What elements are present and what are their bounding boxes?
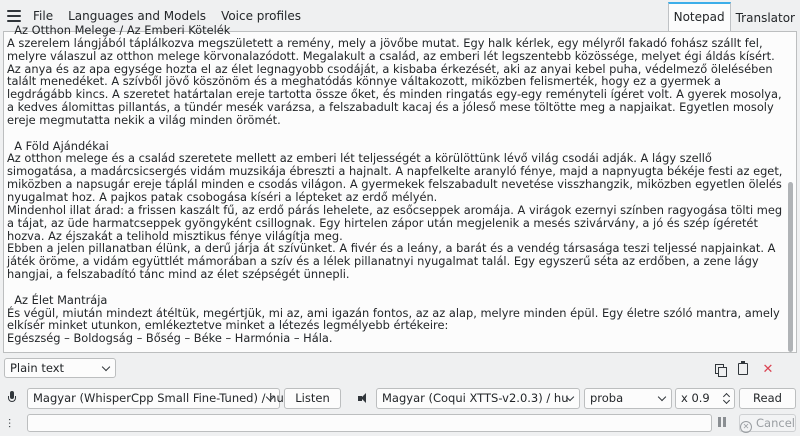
- paste-icon: [738, 363, 748, 375]
- copy-button[interactable]: [710, 359, 730, 379]
- stt-model-value: Magyar (WhisperCpp Small Fine-Tuned) / hu: [33, 391, 284, 405]
- speed-spinbox[interactable]: [675, 388, 735, 409]
- paste-button[interactable]: [733, 359, 753, 379]
- tts-model-value: Magyar (Coqui XTTS-v2.0.3) / hu: [382, 391, 569, 405]
- close-icon: ✕: [762, 361, 774, 377]
- tab-translator[interactable]: Translator: [735, 11, 795, 25]
- voice-profile-value: proba: [590, 391, 624, 405]
- pause-icon[interactable]: [717, 417, 727, 429]
- copy-icon: [715, 364, 725, 375]
- tts-model-select[interactable]: [376, 388, 580, 409]
- progress-bar: [27, 414, 712, 432]
- text-format-select[interactable]: [4, 358, 116, 378]
- menu-voice-profiles[interactable]: Voice profiles: [221, 9, 301, 23]
- cancel-icon: ✕: [740, 421, 752, 433]
- scrollbar-thumb[interactable]: [788, 182, 793, 352]
- vertical-scrollbar[interactable]: [784, 32, 796, 352]
- chevron-down-icon[interactable]: [723, 397, 730, 404]
- speed-value: x 0.9: [681, 391, 710, 405]
- chevron-down-icon: [102, 363, 110, 371]
- listen-button[interactable]: Listen: [284, 388, 341, 409]
- cancel-button[interactable]: [739, 414, 796, 432]
- menu-file[interactable]: File: [33, 9, 54, 23]
- menu-languages-and-models[interactable]: Languages and Models: [68, 9, 207, 23]
- text-format-value: Plain text: [10, 361, 65, 375]
- stt-model-select[interactable]: [27, 388, 284, 409]
- voice-profile-select[interactable]: [584, 388, 672, 409]
- microphone-icon: [8, 391, 16, 405]
- tab-notepad[interactable]: Notepad: [668, 2, 731, 32]
- cancel-label: Cancel: [756, 416, 795, 430]
- waveform-icon: ⫶: [8, 417, 12, 431]
- notepad-text-area[interactable]: [3, 23, 797, 353]
- notepad-text[interactable]: Az Otthon Melege / Az Emberi Kötelék A szerelem lángjából táplálkozva megszületett a remény, mely a jövőbe mutat. Egy halk kérlek, egy mélyről fakadó fohász szállt fel, melyre válaszul az otthon melege körvonalazódott. Megalakult a család, az emberi lét legszentebb közössége, melyet égi áldás kísért. Az anya és az apa egysége hozta el az élet legnagyobb csodáját, a kisbaba érkezését, aki az anyai kebel puha, védelmező ölelésében talált menedéket. A szívből jövő köszönöm és a meghatódás könnye váltakozott, miközben felismerték, hogy ez a gyermek a legdrágább kincs. A szeretet határtalan ereje tartotta össze őket, és minden ringatás egy-egy reményteli ígéret volt. A gyerek mosolya, a kedves álomittas pillantás, a tündér mesék varázsa, a felszabadult kacaj és a jóleső mese töltötte meg a napjaikat. Egyetlen mosoly ereje megmutatta nekik a világ minden örömét. A Föld Ajándékai Az otthon melege és a család szeretete mellett az emberi lét teljességét a körülöttünk lévő világ csodái adják. A lágy szellő simogatása, a madárcsicsergés vidám muzsikája ébreszti a hajnalt. A napfelkelte aranyló fénye, majd a napnyugta békéje festi az eget, miközben a napsugár ereje táplál minden e csodás világon. A gyermekek felszabadult nevetése visszhangzik, miközben egyetlen ölelés nyugalmat hoz. A pajkos patak csobogása kíséri a lépteket az erdő mélyén. Mindenhol illat árad: a frissen kaszált fű, az erdő párás lehelete, az esőcseppek aromája. A virágok ezernyi színben ragyogása tölti meg a tájat, az üde harmatcseppek gyöngyként csillognak. Egy hirtelen zápor után megjelenik a mesés szivárvány, a jó és szép ígéretét hozva. Az éjszakát a telihold misztikus fénye világítja meg. Ebben a jelen pillanatban élünk, a derű járja át szívünket. A fivér és a leány, a barát és a vendég társasága teszi teljessé napjainkat. A játék öröme, a vidám együttlét mámorában a szív és a lélek pillanatnyi nyugalmat talál. Egy egyszerű séta az erdőben, a zene lágy hangjai, a felszabadító tánc mind az élet szépségét ünnepli. Az Élet Mantrája És végül, miután mindezt átéltük, megértjük, mi az, ami igazán fontos, az az alap, melyre minden épül. Egy életre szóló mantra, amely elkísér minket utunkon, emlékeztetve minket a létezés legmélyebb értékeire: Egészség – Boldogság – Bőség – Béke – Harmónia – Hála.: [7, 23, 783, 346]
- clear-text-button[interactable]: [758, 359, 778, 379]
- chevron-down-icon: [658, 393, 666, 401]
- read-button[interactable]: Read: [739, 388, 796, 409]
- speaker-icon: [358, 393, 372, 405]
